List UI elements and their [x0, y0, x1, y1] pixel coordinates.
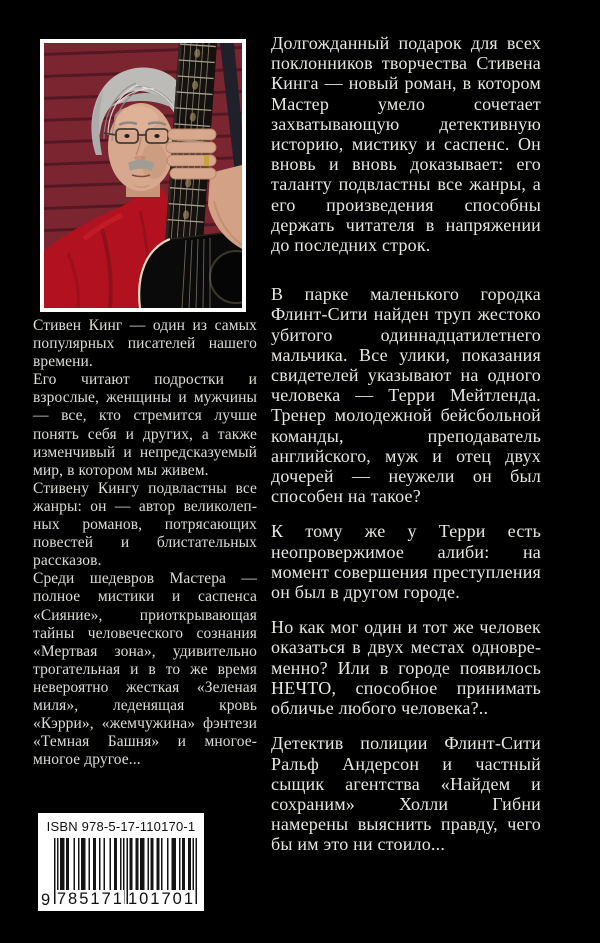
ean-digit-lead: 9 — [41, 890, 51, 909]
isbn-barcode — [38, 813, 204, 911]
annotation-paragraph-1: Долгожданный подарок для всех поклонников творчества Стивена Кинга — новый роман, в котором Мастер умело сочетает захватывающую детективную историю, мистику и саспенс. Он вновь и вновь доказывает: его таланту подвластны все жанры, а его произведения способны держать читателя в напряжении до последних строк. — [271, 33, 541, 256]
annotation-paragraph-5: Детектив полиции Флинт-Сити Ральф Андерсон и частный сыщик агентства «Найдем и сохраним» Холли Гибни намерены выяснить правду, чего бы им это ни стоило... — [271, 733, 541, 855]
annotation-paragraph-3: К тому же у Терри есть неопровержимое алиби: на момент совершения преступления он был в другом городе. — [271, 521, 541, 603]
annotation-paragraph-4: Но как мог один и тот же человек оказаться в двух местах одновременно? Или в городе появилось НЕЧТО, способное принимать обличье любого человека?.. — [271, 617, 541, 719]
annotation-text — [271, 33, 541, 870]
bio-paragraph-1: Стивен Кинг — один из самых популярных писателей нашего времени. — [33, 317, 257, 371]
ean13-digits — [41, 890, 197, 909]
isbn-number: ISBN 978-5-17-110170-1 — [46, 819, 196, 834]
gold-ring — [204, 155, 209, 166]
annotation-paragraph-2: В парке маленького городка Флинт-Сити найден труп жестоко убитого одиннадцатилетнего мальчика. Все улики, показания свидетелей указывают на одного человека — Терри Мейтленда. Тренер молодежной бейсбольной команды, преподаватель английского, муж и отец двух дочерей — неужели он был способен на такое? — [271, 284, 541, 507]
author-photo-frame — [40, 39, 246, 312]
bio-paragraph-2: Его читают подростки и взрослые, женщины и мужчины — все, кто стремится лучше понять себя и других, а также изменчивый и непредсказуемый мир, в котором мы живем. — [33, 371, 257, 479]
author-bio-text — [33, 317, 257, 769]
ean-digit-group-left: 785171 — [56, 889, 124, 908]
author-photo — [44, 43, 242, 308]
bio-paragraph-4: Среди шедевров Мастера — полное мистики и саспенса «Сияние», приоткрывающая тайны человеческого сознания «Мертвая зона», удивительно трогательная и в то же время невероятно жесткая «Зеленая миля», леденящая кровь «Кэрри», «жемчужина» фэнтези «Темная Башня» и многое-многое другое... — [33, 570, 257, 769]
ean-digit-group-right: 101701 — [127, 889, 195, 908]
bio-paragraph-3: Стивену Кингу подвластны все жанры: он — автор великолепных романов, потрясающих повестей и блистательных рассказов. — [33, 479, 257, 570]
